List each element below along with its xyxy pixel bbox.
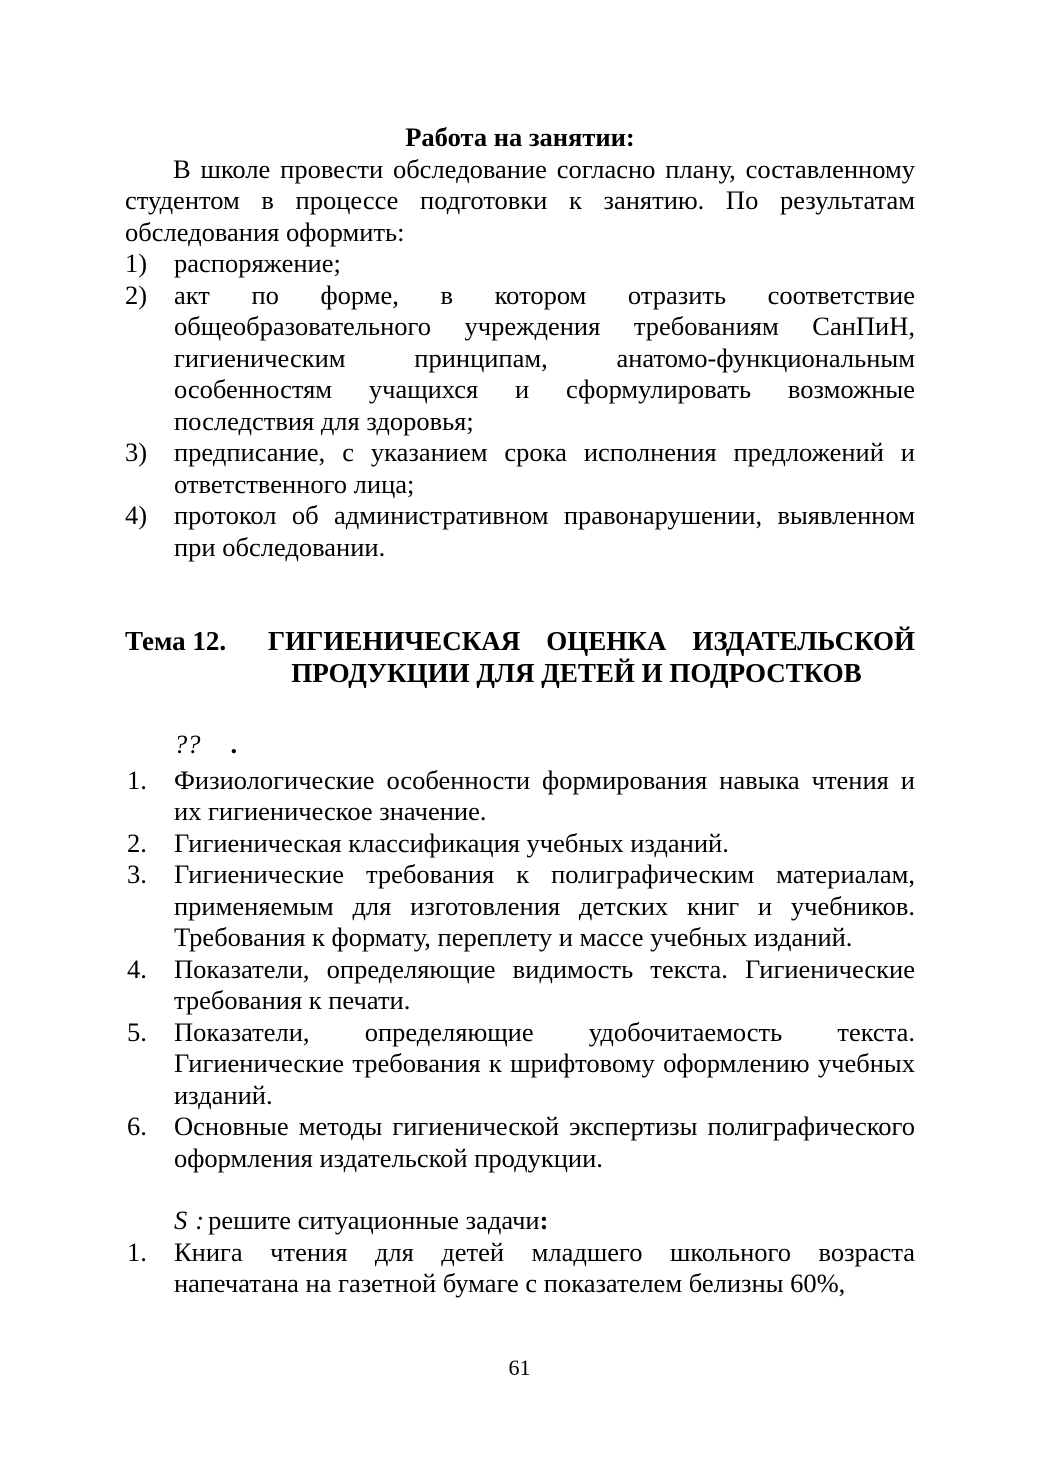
list-item-number: 1) — [125, 248, 148, 278]
list-item-text: распоряжение; — [174, 248, 341, 278]
tasks-heading — [125, 1205, 915, 1237]
topic-label: Тема 12. — [125, 626, 227, 656]
tasks-heading-s: S — [174, 1205, 188, 1235]
list-item-text: Показатели, определяющие удобочитаемость текста. Гигиенические требования к шрифтовому оформлению учебных изданий. — [174, 1016, 915, 1110]
list-item — [125, 437, 915, 500]
work-intro: В школе провести обследование согласно плану, составленному студентом в процессе подготовки к занятию. По результатам обследования оформить: — [125, 153, 915, 247]
list-item-text: Основные методы гигиенической экспертизы полиграфического оформления издательской продукции. — [174, 1111, 915, 1173]
list-item-text: Показатели, определяющие видимость текста. Гигиенические требования к печати. — [174, 953, 915, 1015]
tasks-heading-text: решите ситуационные задачи — [208, 1205, 540, 1235]
list-item-number: 3. — [127, 859, 147, 889]
list-item-number: 2. — [127, 827, 147, 858]
list-item — [125, 1237, 915, 1300]
list-item — [125, 828, 915, 860]
page-content — [125, 122, 915, 1300]
list-item-number: 6. — [127, 1111, 147, 1141]
list-item — [125, 280, 915, 438]
page-number: 61 — [508, 1355, 531, 1380]
list-item — [125, 1017, 915, 1112]
list-item — [125, 1111, 915, 1174]
list-item-text: Гигиенические требования к полиграфическим материалам, применяемым для изготовления детских книг и учебников. Требования к формату, переплету и массе учебных изданий. — [174, 859, 915, 952]
work-list — [125, 248, 915, 563]
list-item — [125, 500, 915, 563]
list-item — [125, 248, 915, 280]
list-item-number: 4) — [125, 500, 148, 530]
list-item-number: 1. — [127, 1236, 147, 1267]
list-item-number: 2) — [125, 279, 148, 310]
work-heading: Работа на занятии: — [405, 122, 635, 152]
list-item-number: 5. — [127, 1016, 147, 1047]
topic-title-line2: ПРОДУКЦИИ ДЛЯ ДЕТЕЙ И ПОДРОСТКОВ — [291, 657, 862, 688]
questions-heading — [125, 729, 915, 761]
topic-title-line1: ГИГИЕНИЧЕСКАЯ ОЦЕНКА ИЗДАТЕЛЬСКОЙ — [268, 626, 915, 656]
list-item — [125, 765, 915, 828]
list-item-text: Книга чтения для детей младшего школьного возраста напечатана на газетной бумаге с показателем белизны 60%, — [174, 1236, 915, 1298]
list-item-number: 3) — [125, 437, 148, 467]
questions-heading-marks: ?? — [174, 729, 201, 759]
list-item — [125, 859, 915, 954]
topic-heading — [125, 626, 915, 689]
list-item-text: протокол об административном правонарушении, выявленном при обследовании. — [174, 500, 915, 562]
list-item-text: акт по форме, в котором отразить соответствие общеобразовательного учреждения требованиям СанПиН, гигиеническим принципам, анатомо-функциональным особенностям учащихся и сформулировать возможные последствия для здоровья; — [174, 279, 915, 436]
topic-title — [268, 626, 915, 689]
questions-heading-dot: . — [230, 729, 238, 759]
list-item — [125, 954, 915, 1017]
tasks-heading-end: : — [539, 1205, 549, 1235]
list-item-text: Физиологические особенности формирования навыка чтения и их гигиеническое значение. — [174, 764, 915, 826]
questions-list — [125, 765, 915, 1175]
list-item-number: 1. — [127, 764, 147, 795]
list-item-text: Гигиеническая классификация учебных изданий. — [174, 827, 729, 858]
list-item-number: 4. — [127, 953, 147, 984]
tasks-list — [125, 1237, 915, 1300]
list-item-text: предписание, с указанием срока исполнения предложений и ответственного лица; — [174, 437, 915, 499]
tasks-heading-colon: : — [195, 1205, 205, 1235]
